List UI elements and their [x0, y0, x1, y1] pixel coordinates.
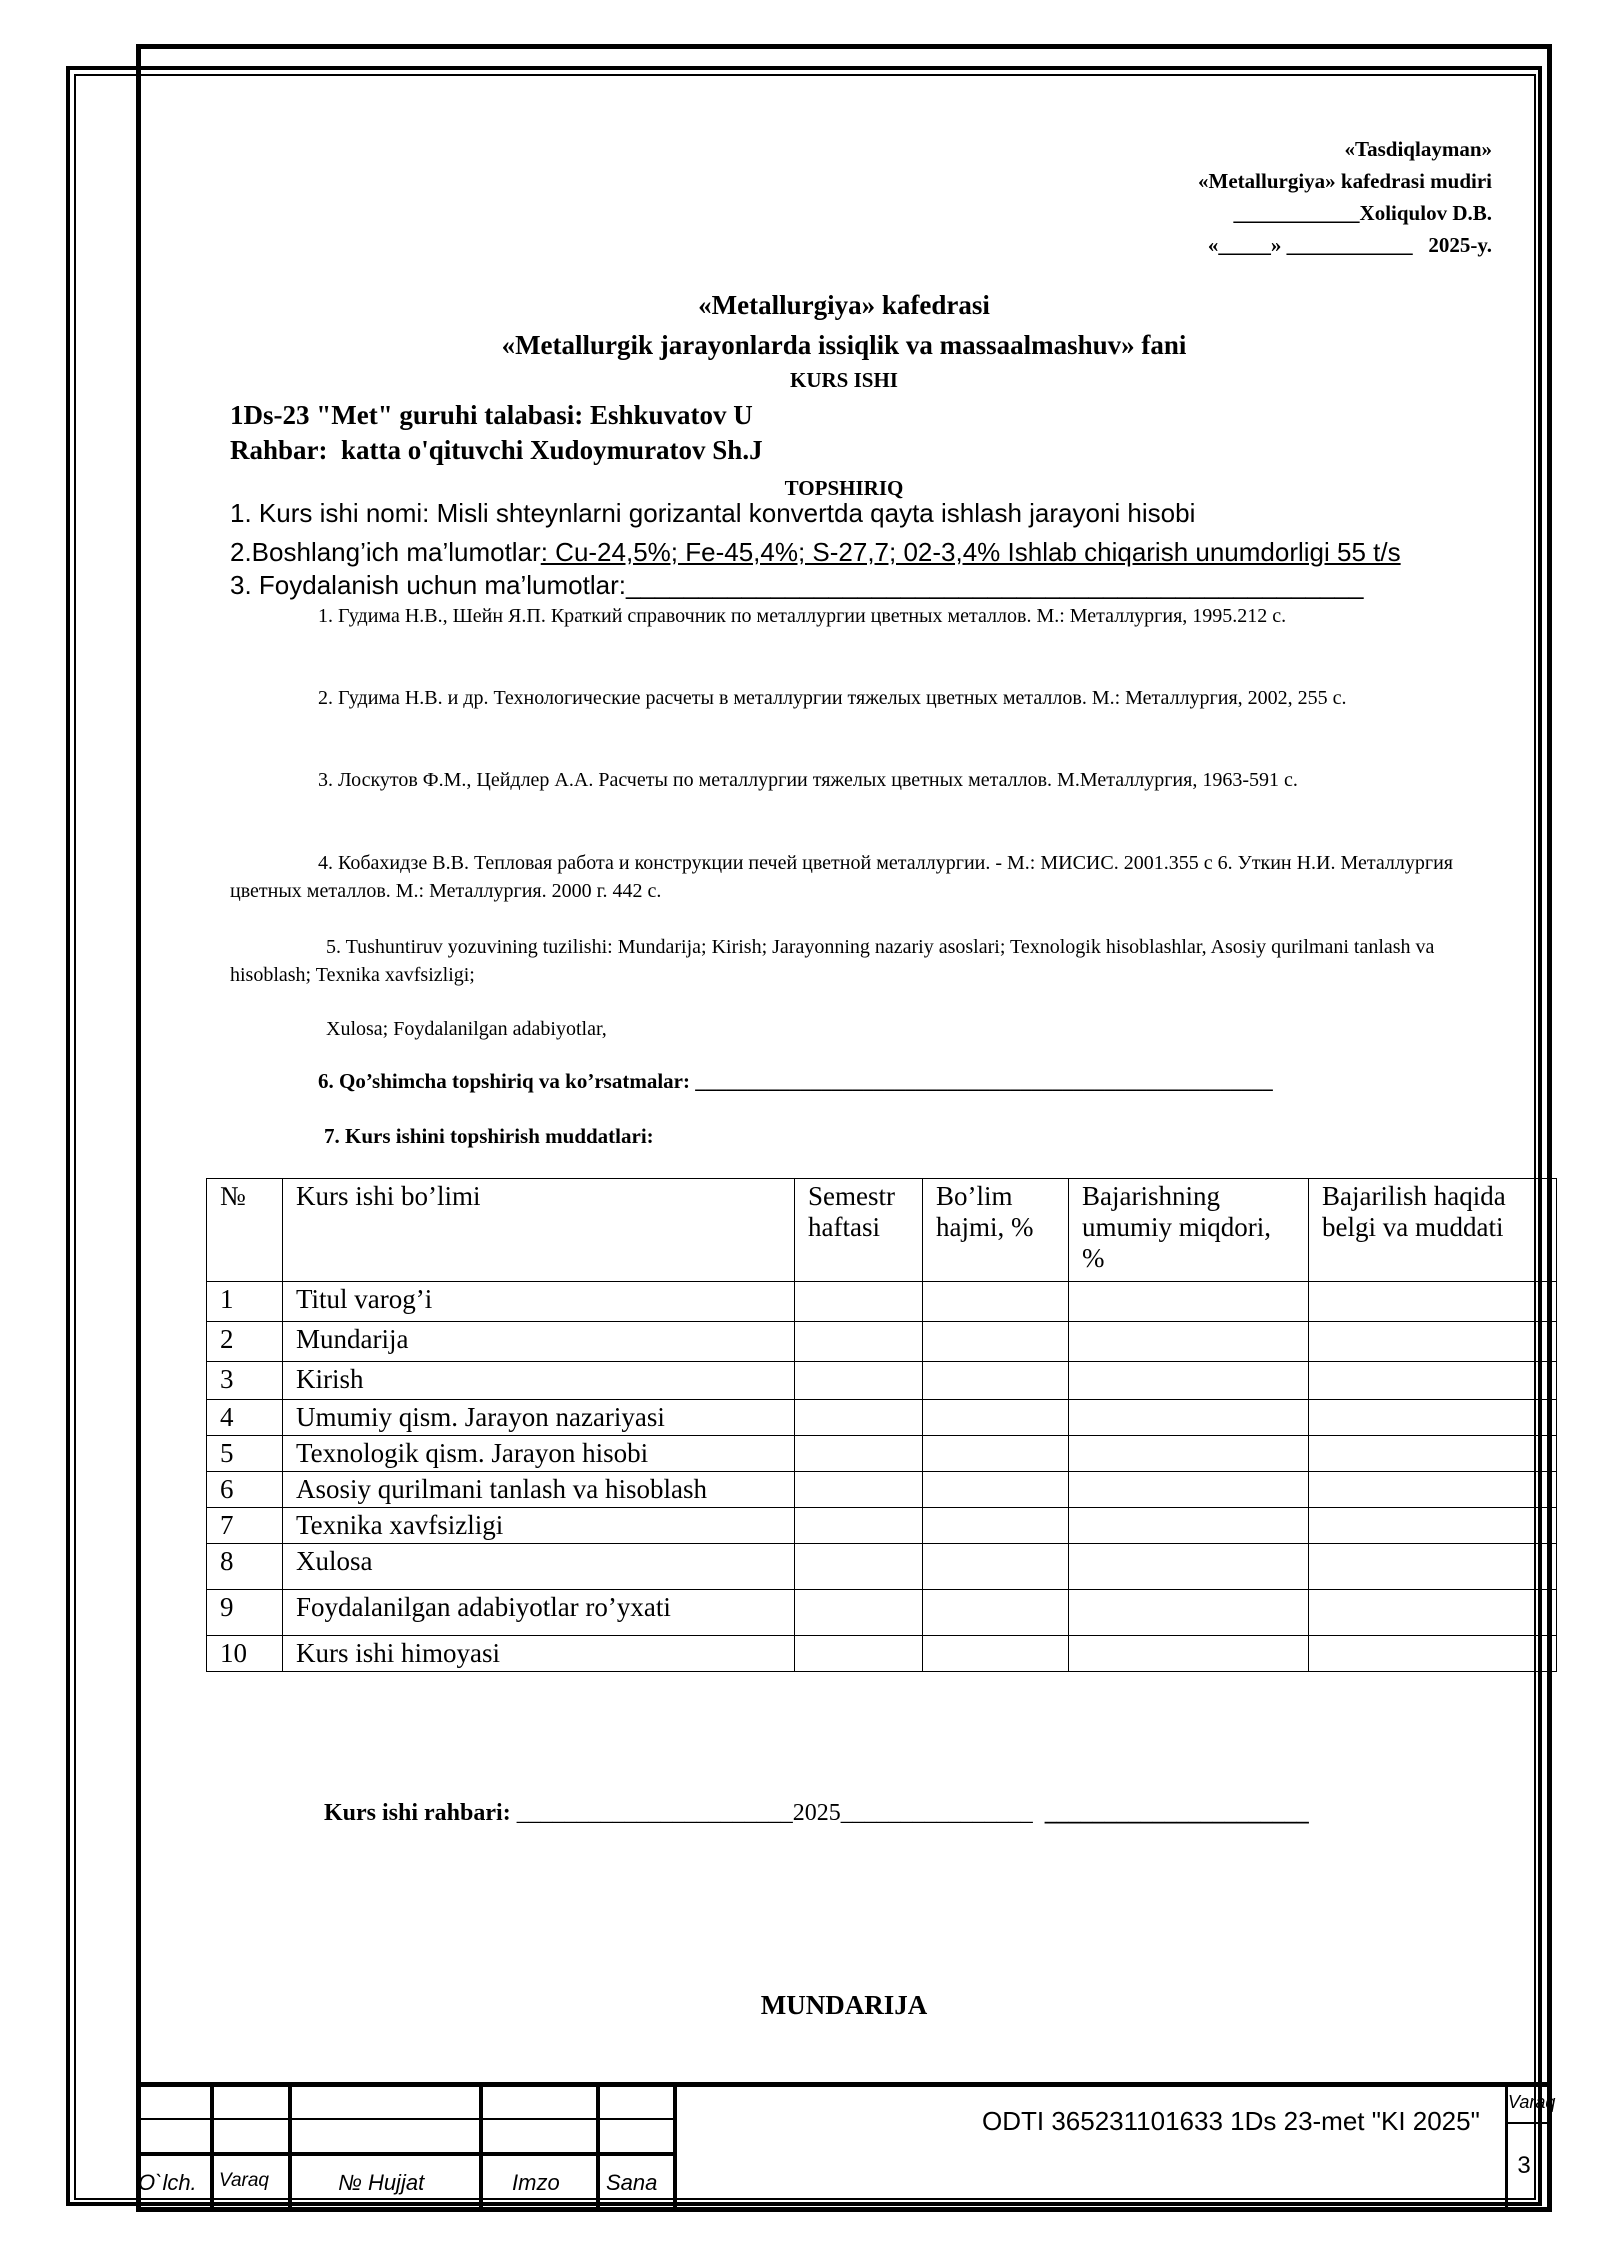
table-row	[207, 1362, 1557, 1400]
reference-6-text: Xulosa; Foydalanilgan adabiyotlar,	[326, 1018, 607, 1040]
table-row	[207, 1400, 1557, 1436]
reference-2	[230, 684, 1486, 712]
task-item-2-label: 2.Boshlang’ich ma’lumotlar	[230, 537, 541, 567]
table-row	[207, 1508, 1557, 1544]
reference-1	[230, 602, 1486, 630]
approval-line-2: «Metallurgiya» kafedrasi mudiri	[1198, 169, 1492, 193]
supervisor-line: Rahbar: katta o'qituvchi Xudoymuratov Sh.J	[230, 435, 763, 465]
row-number: 3	[207, 1362, 283, 1400]
sheet-label: Varaq	[1508, 2092, 1556, 2112]
signature-blank-1: _______________________2025________________	[510, 1800, 1045, 1826]
table-row	[207, 1322, 1557, 1362]
row-section: Foydalanilgan adabiyotlar ro’yxati	[283, 1590, 795, 1636]
row-number: 4	[207, 1400, 283, 1436]
col-header-mark: Bajarilish haqida belgi va muddati	[1309, 1179, 1557, 1282]
row-number: 2	[207, 1322, 283, 1362]
table-row	[207, 1544, 1557, 1590]
row-number: 6	[207, 1472, 283, 1508]
row-number: 5	[207, 1436, 283, 1472]
task-title: TOPSHIRIQ	[784, 476, 904, 500]
task-item-3: 3. Foydalanish uchun ma’lumotlar:___________________________________________________	[230, 570, 1364, 600]
col-header-volume: Bo’lim hajmi, %	[923, 1179, 1069, 1282]
sheet-number: 3	[1517, 2152, 1531, 2179]
row-section: Umumiy qism. Jarayon nazariyasi	[283, 1400, 795, 1436]
student-line: 1Ds-23 "Met" guruhi talabasi: Eshkuvatov U	[230, 400, 753, 430]
table-row	[207, 1282, 1557, 1322]
row-section: Titul varog’i	[283, 1282, 795, 1322]
table-row	[207, 1436, 1557, 1472]
row-section: Kurs ishi himoyasi	[283, 1636, 795, 1672]
reference-5-text: 5. Tushuntiruv yozuvining tuzilishi: Mundarija; Kirish; Jarayonning nazariy asoslari; Texnologik hisoblashlar, Asosiy qurilmani tanlash va hisoblash; Texnika xavfsizligi;	[230, 936, 1435, 986]
row-section: Texnika xavfsizligi	[283, 1508, 795, 1544]
row-number: 10	[207, 1636, 283, 1672]
row-number: 1	[207, 1282, 283, 1322]
row-section: Kirish	[283, 1362, 795, 1400]
reference-2-text: 2. Гудима Н.В. и др. Технологические расчеты в металлургии тяжелых цветных металлов. М.: Металлургия, 2002, 255 с.	[318, 687, 1347, 709]
reference-5	[230, 933, 1486, 989]
extra-task-line: 6. Qo’shimcha topshiriq va ko’rsatmalar: _______________________________________________________	[318, 1069, 1273, 1093]
table-row	[207, 1472, 1557, 1508]
row-section: Texnologik qism. Jarayon hisobi	[283, 1436, 795, 1472]
reference-4-text: 4. Кобахидзе В.В. Тепловая работа и конструкции печей цветной металлургии. - М.: МИСИС. 2001.355 с 6. Уткин Н.И. Металлургия цветных металлов. М.: Металлургия. 2000 г. 442 с.	[230, 852, 1453, 902]
row-section: Mundarija	[283, 1322, 795, 1362]
row-number: 8	[207, 1544, 283, 1590]
stamp-label-sana: Sana	[606, 2170, 658, 2195]
subject-title: «Metallurgik jarayonlarda issiqlik va massaalmashuv» fani	[501, 330, 1187, 360]
reference-4	[230, 849, 1486, 905]
signature-blank-2: ______________________	[1044, 1800, 1309, 1826]
col-header-number: №	[207, 1179, 283, 1282]
document-code: ODTI 365231101633 1Ds 23-met "KI 2025"	[982, 2106, 1480, 2136]
approval-block	[1198, 133, 1492, 261]
reference-3-text: 3. Лоскутов Ф.М., Цейдлер А.А. Расчеты по металлургии тяжелых цветных металлов. М.Металлургия, 1963-591 с.	[318, 769, 1298, 791]
task-item-1: 1. Kurs ishi nomi: Misli shteynlarni gorizantal konvertda qayta ishlash jarayoni hisobi	[230, 498, 1196, 528]
row-number: 9	[207, 1590, 283, 1636]
stamp-label-varaq: Varaq	[219, 2170, 269, 2191]
deadlines-table	[206, 1178, 1557, 1672]
task-item-2-value: : Cu-24,5%; Fe-45,4%; S-27,7; 02-3,4% Ishlab chiqarish unumdorligi 55 t/s	[540, 537, 1401, 567]
approval-line-3: ____________Xoliqulov D.B.	[1233, 201, 1492, 225]
table-row	[207, 1590, 1557, 1636]
reference-3	[230, 766, 1486, 794]
row-section: Asosiy qurilmani tanlash va hisoblash	[283, 1472, 795, 1508]
stamp-label-imzo: Imzo	[512, 2170, 560, 2195]
table-row	[207, 1636, 1557, 1672]
reference-6	[230, 1015, 1486, 1043]
approval-line-4: «_____» ____________ 2025-y.	[1207, 233, 1492, 257]
deadlines-title: 7. Kurs ishini topshirish muddatlari:	[324, 1124, 654, 1148]
signature-label: Kurs ishi rahbari:	[324, 1800, 511, 1826]
signature-line	[324, 1800, 1309, 1827]
row-number: 7	[207, 1508, 283, 1544]
approval-line-1: «Tasdiqlayman»	[1344, 137, 1492, 161]
col-header-section: Kurs ishi bo’limi	[283, 1179, 795, 1282]
reference-1-text: 1. Гудима Н.В., Шейн Я.П. Краткий справочник по металлургии цветных металлов. М.: Металлургия, 1995.212 с.	[318, 605, 1287, 627]
stamp-label-olch: O`lch.	[138, 2170, 197, 2195]
col-header-week: Semestr haftasi	[795, 1179, 923, 1282]
task-item-2	[230, 537, 1401, 568]
stamp-label-hujjat: № Hujjat	[338, 2170, 425, 2195]
doc-type-title: KURS ISHI	[790, 368, 898, 392]
contents-heading: MUNDARIJA	[760, 1990, 928, 2020]
row-section: Xulosa	[283, 1544, 795, 1590]
col-header-total: Bajarishning umumiy miqdori, %	[1069, 1179, 1309, 1282]
department-title: «Metallurgiya» kafedrasi	[698, 290, 990, 320]
table-header-row	[207, 1179, 1557, 1282]
